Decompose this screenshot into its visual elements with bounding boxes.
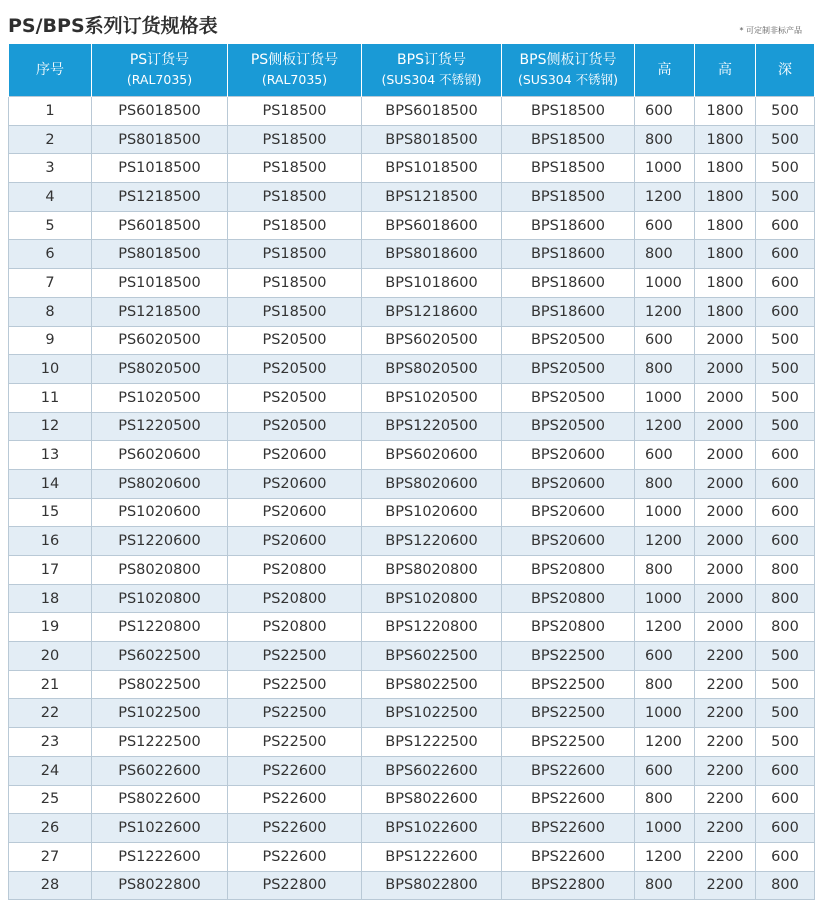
cell-height-1: 1200: [635, 183, 695, 212]
cell-height-2: 2000: [695, 355, 756, 384]
cell-bps-order: BPS8018500: [362, 125, 502, 154]
cell-ps-order: PS6022500: [92, 642, 228, 671]
cell-depth: 500: [756, 326, 815, 355]
cell-index: 12: [9, 412, 92, 441]
cell-height-2: 1800: [695, 269, 756, 298]
table-row: [9, 699, 815, 728]
cell-bps-side-order: BPS20600: [502, 469, 635, 498]
cell-index: 24: [9, 756, 92, 785]
cell-height-1: 800: [635, 670, 695, 699]
cell-height-2: 1800: [695, 125, 756, 154]
cell-depth: 600: [756, 297, 815, 326]
table-row: [9, 756, 815, 785]
cell-depth: 500: [756, 97, 815, 126]
cell-depth: 600: [756, 240, 815, 269]
cell-height-2: 2000: [695, 527, 756, 556]
cell-height-1: 1200: [635, 527, 695, 556]
cell-depth: 600: [756, 269, 815, 298]
table-row: [9, 728, 815, 757]
cell-index: 22: [9, 699, 92, 728]
cell-height-2: 2200: [695, 699, 756, 728]
cell-height-1: 600: [635, 642, 695, 671]
table-row: [9, 412, 815, 441]
cell-index: 11: [9, 383, 92, 412]
cell-ps-side-order: PS22800: [228, 871, 362, 900]
cell-index: 9: [9, 326, 92, 355]
cell-index: 7: [9, 269, 92, 298]
cell-bps-order: BPS1020800: [362, 584, 502, 613]
cell-height-2: 2200: [695, 842, 756, 871]
cell-ps-order: PS8022500: [92, 670, 228, 699]
cell-index: 14: [9, 469, 92, 498]
cell-depth: 800: [756, 871, 815, 900]
cell-ps-order: PS6018500: [92, 211, 228, 240]
cell-index: 19: [9, 613, 92, 642]
cell-bps-order: BPS1218600: [362, 297, 502, 326]
cell-index: 13: [9, 441, 92, 470]
cell-bps-order: BPS1220800: [362, 613, 502, 642]
cell-ps-order: PS1220600: [92, 527, 228, 556]
cell-index: 16: [9, 527, 92, 556]
cell-bps-order: BPS1222600: [362, 842, 502, 871]
cell-height-1: 600: [635, 97, 695, 126]
cell-ps-side-order: PS20600: [228, 441, 362, 470]
cell-height-1: 1000: [635, 154, 695, 183]
cell-ps-side-order: PS18500: [228, 269, 362, 298]
cell-height-1: 800: [635, 871, 695, 900]
cell-bps-side-order: BPS18600: [502, 269, 635, 298]
cell-index: 1: [9, 97, 92, 126]
cell-ps-side-order: PS22600: [228, 785, 362, 814]
cell-height-1: 800: [635, 556, 695, 585]
cell-bps-side-order: BPS18600: [502, 297, 635, 326]
table-row: [9, 211, 815, 240]
cell-ps-side-order: PS20500: [228, 383, 362, 412]
cell-bps-order: BPS6020600: [362, 441, 502, 470]
cell-depth: 500: [756, 355, 815, 384]
table-row: [9, 785, 815, 814]
header-cell-ps-side-order: PS侧板订货号 (RAL7035): [228, 44, 362, 97]
cell-height-1: 1200: [635, 297, 695, 326]
cell-ps-order: PS8022800: [92, 871, 228, 900]
cell-index: 18: [9, 584, 92, 613]
cell-ps-order: PS8022600: [92, 785, 228, 814]
cell-ps-side-order: PS22600: [228, 756, 362, 785]
cell-height-2: 1800: [695, 154, 756, 183]
cell-depth: 500: [756, 699, 815, 728]
cell-ps-order: PS6018500: [92, 97, 228, 126]
cell-ps-order: PS1020600: [92, 498, 228, 527]
cell-height-1: 600: [635, 211, 695, 240]
cell-depth: 500: [756, 412, 815, 441]
cell-ps-side-order: PS20500: [228, 326, 362, 355]
cell-height-1: 600: [635, 441, 695, 470]
cell-height-1: 1200: [635, 842, 695, 871]
cell-depth: 800: [756, 613, 815, 642]
cell-ps-side-order: PS22500: [228, 642, 362, 671]
table-row: [9, 670, 815, 699]
cell-bps-side-order: BPS22600: [502, 814, 635, 843]
cell-bps-side-order: BPS18500: [502, 97, 635, 126]
cell-depth: 800: [756, 584, 815, 613]
cell-depth: 600: [756, 756, 815, 785]
cell-ps-side-order: PS18500: [228, 183, 362, 212]
cell-ps-order: PS1218500: [92, 183, 228, 212]
cell-ps-order: PS8018500: [92, 125, 228, 154]
cell-ps-order: PS6020600: [92, 441, 228, 470]
header-row: [9, 44, 815, 97]
cell-height-1: 800: [635, 355, 695, 384]
cell-bps-order: BPS8020500: [362, 355, 502, 384]
cell-index: 2: [9, 125, 92, 154]
cell-bps-side-order: BPS18600: [502, 240, 635, 269]
cell-height-2: 1800: [695, 97, 756, 126]
cell-bps-side-order: BPS22500: [502, 670, 635, 699]
cell-depth: 800: [756, 556, 815, 585]
cell-ps-order: PS8020600: [92, 469, 228, 498]
table-row: [9, 355, 815, 384]
cell-height-2: 2000: [695, 441, 756, 470]
custom-note: * 可定制非标产品: [739, 26, 802, 35]
cell-depth: 600: [756, 441, 815, 470]
cell-depth: 600: [756, 814, 815, 843]
cell-bps-order: BPS6020500: [362, 326, 502, 355]
cell-bps-order: BPS6022600: [362, 756, 502, 785]
table-row: [9, 613, 815, 642]
cell-bps-order: BPS1222500: [362, 728, 502, 757]
cell-height-2: 2000: [695, 556, 756, 585]
cell-depth: 600: [756, 469, 815, 498]
cell-ps-side-order: PS20800: [228, 556, 362, 585]
cell-depth: 600: [756, 211, 815, 240]
cell-bps-order: BPS1022500: [362, 699, 502, 728]
cell-ps-order: PS8018500: [92, 240, 228, 269]
cell-height-2: 2000: [695, 326, 756, 355]
cell-bps-side-order: BPS20800: [502, 584, 635, 613]
cell-index: 25: [9, 785, 92, 814]
cell-height-1: 600: [635, 756, 695, 785]
cell-index: 6: [9, 240, 92, 269]
cell-index: 5: [9, 211, 92, 240]
table-row: [9, 297, 815, 326]
cell-ps-side-order: PS22500: [228, 728, 362, 757]
table-body: [9, 97, 815, 900]
cell-depth: 500: [756, 728, 815, 757]
cell-depth: 500: [756, 183, 815, 212]
cell-height-2: 2000: [695, 469, 756, 498]
cell-depth: 500: [756, 642, 815, 671]
cell-ps-order: PS1020800: [92, 584, 228, 613]
cell-bps-order: BPS1018500: [362, 154, 502, 183]
cell-index: 3: [9, 154, 92, 183]
cell-bps-order: BPS8020600: [362, 469, 502, 498]
table-row: [9, 183, 815, 212]
cell-height-1: 1000: [635, 383, 695, 412]
cell-ps-order: PS6020500: [92, 326, 228, 355]
cell-ps-side-order: PS20600: [228, 498, 362, 527]
cell-bps-side-order: BPS20500: [502, 412, 635, 441]
cell-bps-side-order: BPS20600: [502, 527, 635, 556]
cell-ps-side-order: PS20600: [228, 527, 362, 556]
cell-ps-side-order: PS20500: [228, 412, 362, 441]
cell-height-2: 2200: [695, 814, 756, 843]
table-row: [9, 441, 815, 470]
cell-ps-side-order: PS22600: [228, 842, 362, 871]
header-cell-depth: 深: [756, 44, 815, 97]
cell-bps-side-order: BPS20500: [502, 355, 635, 384]
cell-ps-order: PS1018500: [92, 269, 228, 298]
cell-bps-side-order: BPS22600: [502, 842, 635, 871]
cell-height-1: 800: [635, 125, 695, 154]
cell-height-2: 1800: [695, 211, 756, 240]
cell-height-2: 2000: [695, 584, 756, 613]
header-cell-bps-side-order: BPS侧板订货号 (SUS304 不锈钢): [502, 44, 635, 97]
page-title: PS/BPS系列订货规格表: [8, 15, 218, 37]
cell-index: 4: [9, 183, 92, 212]
cell-depth: 600: [756, 842, 815, 871]
cell-bps-side-order: BPS18500: [502, 125, 635, 154]
cell-ps-side-order: PS18500: [228, 240, 362, 269]
cell-index: 26: [9, 814, 92, 843]
cell-height-1: 1000: [635, 699, 695, 728]
cell-ps-side-order: PS22600: [228, 814, 362, 843]
cell-bps-side-order: BPS22500: [502, 642, 635, 671]
cell-ps-order: PS1220500: [92, 412, 228, 441]
cell-ps-order: PS1022500: [92, 699, 228, 728]
cell-ps-side-order: PS22500: [228, 670, 362, 699]
cell-bps-side-order: BPS18600: [502, 211, 635, 240]
cell-height-2: 2200: [695, 642, 756, 671]
cell-bps-order: BPS6018600: [362, 211, 502, 240]
cell-bps-order: BPS1218500: [362, 183, 502, 212]
cell-index: 10: [9, 355, 92, 384]
table-row: [9, 842, 815, 871]
cell-ps-order: PS1220800: [92, 613, 228, 642]
header-cell-index: 序号: [9, 44, 92, 97]
cell-index: 15: [9, 498, 92, 527]
cell-height-1: 1200: [635, 613, 695, 642]
cell-bps-order: BPS6018500: [362, 97, 502, 126]
cell-ps-order: PS1218500: [92, 297, 228, 326]
table-row: [9, 871, 815, 900]
cell-depth: 500: [756, 125, 815, 154]
cell-bps-order: BPS8022500: [362, 670, 502, 699]
cell-height-1: 600: [635, 326, 695, 355]
cell-depth: 500: [756, 154, 815, 183]
cell-bps-order: BPS1220500: [362, 412, 502, 441]
cell-ps-order: PS1222500: [92, 728, 228, 757]
cell-bps-order: BPS1018600: [362, 269, 502, 298]
cell-ps-order: PS1022600: [92, 814, 228, 843]
cell-ps-side-order: PS18500: [228, 154, 362, 183]
header-cell-bps-order: BPS订货号 (SUS304 不锈钢): [362, 44, 502, 97]
cell-height-2: 1800: [695, 297, 756, 326]
cell-bps-side-order: BPS20500: [502, 383, 635, 412]
cell-height-2: 2200: [695, 728, 756, 757]
cell-height-2: 2200: [695, 670, 756, 699]
cell-bps-order: BPS1020500: [362, 383, 502, 412]
cell-bps-side-order: BPS18500: [502, 154, 635, 183]
cell-bps-side-order: BPS22500: [502, 728, 635, 757]
header-cell-ps-order: PS订货号 (RAL7035): [92, 44, 228, 97]
spec-table: [8, 44, 815, 900]
cell-height-1: 1200: [635, 412, 695, 441]
table-row: [9, 814, 815, 843]
cell-index: 28: [9, 871, 92, 900]
cell-index: 23: [9, 728, 92, 757]
cell-height-2: 2200: [695, 871, 756, 900]
cell-bps-order: BPS8022600: [362, 785, 502, 814]
cell-ps-side-order: PS18500: [228, 125, 362, 154]
cell-depth: 600: [756, 498, 815, 527]
cell-height-1: 800: [635, 240, 695, 269]
cell-depth: 600: [756, 527, 815, 556]
cell-height-1: 800: [635, 785, 695, 814]
cell-ps-order: PS1222600: [92, 842, 228, 871]
cell-bps-side-order: BPS20800: [502, 556, 635, 585]
header-cell-height-1: 高: [635, 44, 695, 97]
cell-bps-side-order: BPS22600: [502, 785, 635, 814]
table-row: [9, 642, 815, 671]
cell-index: 27: [9, 842, 92, 871]
cell-bps-side-order: BPS20500: [502, 326, 635, 355]
cell-bps-order: BPS1020600: [362, 498, 502, 527]
cell-height-1: 1000: [635, 814, 695, 843]
cell-ps-side-order: PS18500: [228, 297, 362, 326]
cell-height-1: 1200: [635, 728, 695, 757]
cell-ps-side-order: PS18500: [228, 211, 362, 240]
cell-index: 17: [9, 556, 92, 585]
cell-bps-side-order: BPS20600: [502, 498, 635, 527]
table-row: [9, 240, 815, 269]
cell-bps-order: BPS1022600: [362, 814, 502, 843]
cell-ps-order: PS8020500: [92, 355, 228, 384]
cell-ps-order: PS6022600: [92, 756, 228, 785]
cell-height-1: 800: [635, 469, 695, 498]
cell-bps-side-order: BPS18500: [502, 183, 635, 212]
cell-height-2: 1800: [695, 240, 756, 269]
cell-index: 8: [9, 297, 92, 326]
cell-ps-side-order: PS20800: [228, 613, 362, 642]
cell-height-2: 2200: [695, 756, 756, 785]
cell-ps-order: PS1018500: [92, 154, 228, 183]
table-row: [9, 125, 815, 154]
cell-height-2: 2000: [695, 613, 756, 642]
table-row: [9, 269, 815, 298]
cell-bps-side-order: BPS22600: [502, 756, 635, 785]
cell-bps-side-order: BPS22500: [502, 699, 635, 728]
cell-ps-side-order: PS20800: [228, 584, 362, 613]
table-row: [9, 584, 815, 613]
table-row: [9, 326, 815, 355]
cell-height-2: 2000: [695, 498, 756, 527]
table-row: [9, 383, 815, 412]
cell-bps-side-order: BPS20800: [502, 613, 635, 642]
cell-height-2: 2000: [695, 412, 756, 441]
cell-depth: 500: [756, 383, 815, 412]
table-row: [9, 97, 815, 126]
cell-depth: 500: [756, 670, 815, 699]
cell-height-1: 1000: [635, 584, 695, 613]
table-row: [9, 469, 815, 498]
cell-index: 21: [9, 670, 92, 699]
table-row: [9, 527, 815, 556]
cell-bps-order: BPS8020800: [362, 556, 502, 585]
cell-bps-order: BPS6022500: [362, 642, 502, 671]
cell-height-2: 2000: [695, 383, 756, 412]
cell-bps-order: BPS1220600: [362, 527, 502, 556]
cell-height-1: 1000: [635, 498, 695, 527]
table-row: [9, 154, 815, 183]
cell-ps-order: PS1020500: [92, 383, 228, 412]
header-cell-height-2: 高: [695, 44, 756, 97]
cell-bps-order: BPS8018600: [362, 240, 502, 269]
cell-bps-side-order: BPS22800: [502, 871, 635, 900]
cell-ps-side-order: PS20600: [228, 469, 362, 498]
cell-depth: 600: [756, 785, 815, 814]
table-row: [9, 498, 815, 527]
cell-ps-side-order: PS22500: [228, 699, 362, 728]
cell-height-2: 2200: [695, 785, 756, 814]
cell-index: 20: [9, 642, 92, 671]
cell-height-1: 1000: [635, 269, 695, 298]
table-row: [9, 556, 815, 585]
cell-ps-order: PS8020800: [92, 556, 228, 585]
cell-bps-side-order: BPS20600: [502, 441, 635, 470]
cell-bps-order: BPS8022800: [362, 871, 502, 900]
cell-ps-side-order: PS20500: [228, 355, 362, 384]
cell-ps-side-order: PS18500: [228, 97, 362, 126]
cell-height-2: 1800: [695, 183, 756, 212]
